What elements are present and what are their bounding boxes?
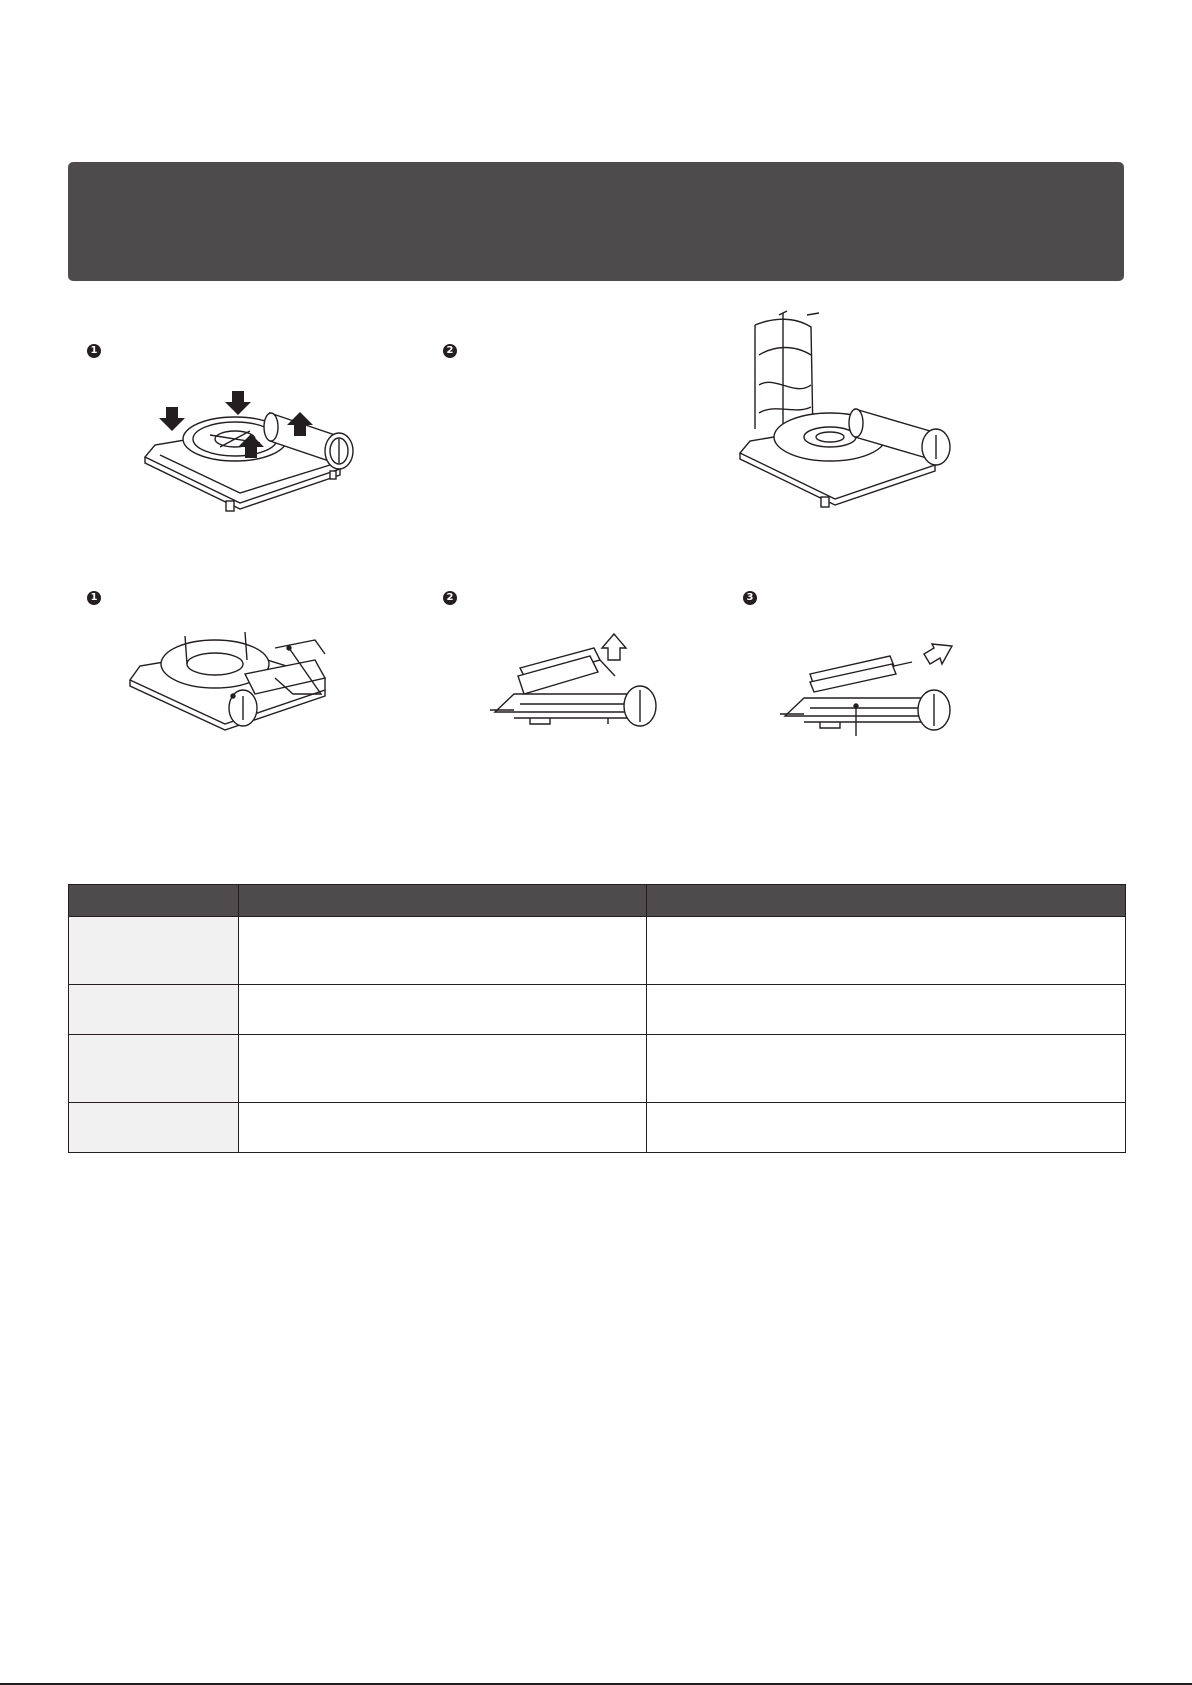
table-cell [69,1035,239,1103]
table-cell [647,917,1126,985]
table-cell [239,917,647,985]
table-row [69,1103,1126,1153]
column-header [647,885,1126,917]
column-header [239,885,647,917]
table-header-row [69,885,1126,917]
info-table [68,884,1126,1153]
step-marker-1: 1 [87,591,101,605]
table-cell [647,1103,1126,1153]
table-cell [239,1035,647,1103]
step-marker-2: 2 [443,591,457,605]
table-row [69,985,1126,1035]
table-cell [647,1035,1126,1103]
table-cell [69,1103,239,1153]
section-header-banner [68,162,1124,281]
cover-slide-illustration [780,620,960,740]
table-row [69,1035,1126,1103]
step-marker-2: 2 [443,344,457,358]
table-row [69,917,1126,985]
table-cell [239,985,647,1035]
step-marker-3: 3 [743,591,757,605]
table-cell [647,985,1126,1035]
table-cell [69,917,239,985]
table-cell [69,985,239,1035]
table-cell [239,1103,647,1153]
stove-hinge-illustration [125,620,355,740]
cover-lift-illustration [490,620,670,730]
column-header [69,885,239,917]
stove-press-illustration [140,385,370,515]
stove-supports-illustration [735,305,965,515]
step-marker-1: 1 [87,344,101,358]
